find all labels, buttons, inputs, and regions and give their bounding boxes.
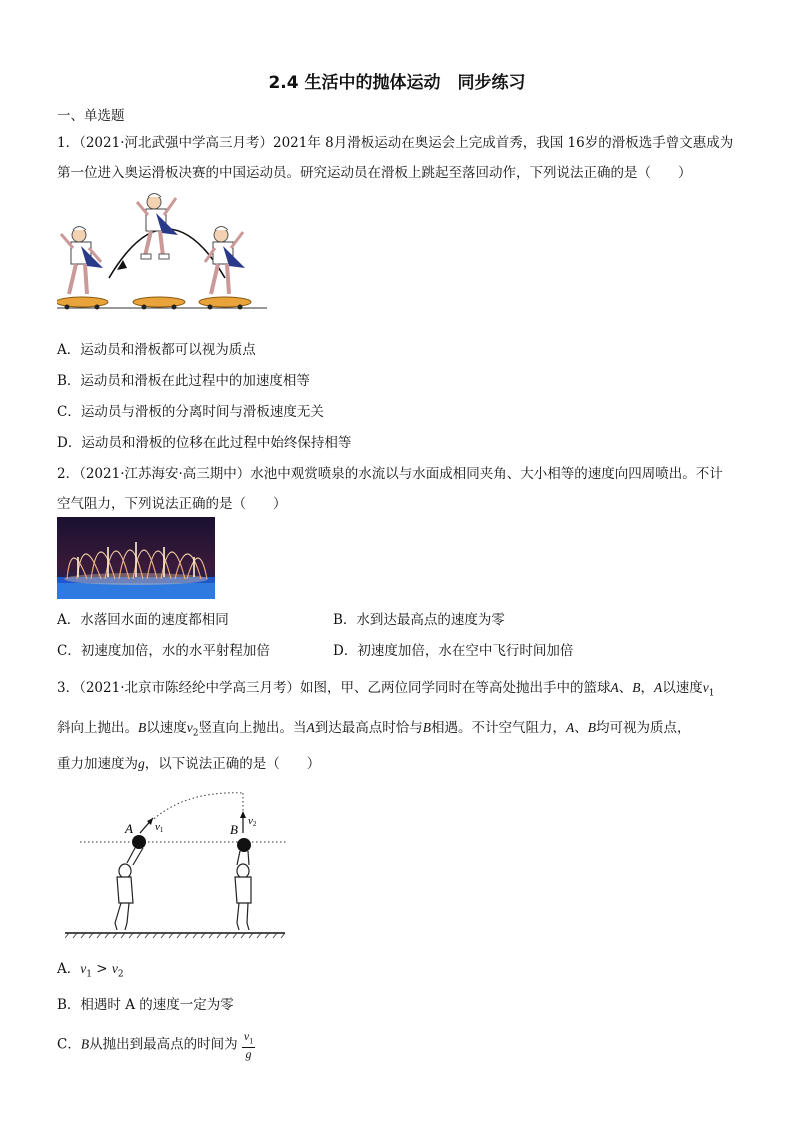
section-heading: 一、单选题 (57, 108, 125, 124)
q3-option-c (57, 1030, 255, 1060)
fraction-numerator (242, 1030, 255, 1048)
q3-stem-line3-b: ，以下说法正确的是（ ） (144, 756, 321, 772)
q1-option-c: C．运动员与滑板的分离时间与滑板速度无关 (57, 404, 324, 420)
basketball-figure (65, 785, 290, 940)
q2-option-b: B．水到达最高点的速度为零 (333, 612, 505, 628)
num-sub: 1 (249, 1036, 254, 1046)
figure-label-b: B (230, 822, 238, 837)
separator: 、 (574, 720, 588, 736)
q3-stem-line2 (57, 716, 690, 739)
skateboard-figure (57, 190, 277, 315)
fountain-photo (57, 517, 215, 599)
var-b: B (632, 680, 641, 695)
var-v1: v (702, 680, 709, 695)
num-v: v (243, 1029, 250, 1043)
var-b: B (422, 720, 431, 735)
figure-label-a: A (125, 821, 133, 836)
q3-stem-line1 (57, 676, 714, 699)
comma: ， (640, 680, 654, 696)
figure-label-v2 (248, 815, 257, 828)
var-b: B (587, 720, 596, 735)
q3-stem-line2-e: 相遇。不计空气阻力， (430, 720, 566, 736)
q3-stem-line2-c: 竖直向上抛出。当 (198, 720, 307, 736)
q3-stem-line1-text: 3．（2021·北京市陈经纶中学高三月考）如图，甲、乙两位同学同时在等高处抛出手中的篮球 (57, 680, 611, 696)
q2-stem-line1: 2．（2021·江苏海安·高三期中）水池中观赏喷泉的水流以与水面成相同夹角、大小相等的速度向四周喷出。不计 (57, 466, 723, 482)
q3-stem-line1-tail: 以速度 (662, 680, 703, 696)
q1-option-b: B．运动员和滑板在此过程中的加速度相等 (57, 373, 310, 389)
var-v1-sub: 1 (708, 688, 715, 699)
q2-option-d: D．初速度加倍，水在空中飞行时间加倍 (333, 643, 574, 659)
var-a: A (565, 720, 575, 735)
q3-stem-line2-a: 斜向上抛出。 (57, 720, 138, 736)
q3-option-a-prefix: A． (57, 961, 81, 977)
var-v1-sub: 1 (86, 969, 92, 980)
q3-option-a (57, 957, 124, 980)
q3-option-c-text: 从抛出到最高点的时间为 (89, 1036, 238, 1053)
v1-letter: v (155, 821, 160, 833)
var-v2: v (111, 961, 118, 976)
page-title: 2.4 生活中的抛体运动 同步练习 (268, 73, 526, 93)
var-b: B (138, 720, 147, 735)
q2-stem-line2: 空气阻力，下列说法正确的是（ ） (57, 496, 287, 512)
q2-option-c: C．初速度加倍，水的水平射程加倍 (57, 643, 270, 659)
var-g: g (138, 756, 145, 771)
var-v2-sub: 2 (117, 969, 124, 980)
fraction-v1-over-g (242, 1030, 255, 1060)
q3-option-c-prefix: C． (57, 1036, 81, 1053)
var-v1: v (80, 961, 87, 976)
q2-option-a: A．水落回水面的速度都相同 (57, 612, 229, 628)
q1-option-d: D．运动员和滑板的位移在此过程中始终保持相等 (57, 435, 352, 451)
q1-stem-line2: 第一位进入奥运滑板决赛的中国运动员。研究运动员在滑板上跳起至落回动作，下列说法正确的是（ ） (57, 165, 692, 181)
v2-letter: v (248, 815, 253, 827)
figure-label-v1 (155, 821, 164, 834)
q3-option-b: B．相遇时 A 的速度一定为零 (57, 997, 234, 1013)
q1-stem-line1: 1．（2021·河北武强中学高三月考）2021年 8月滑板运动在奥运会上完成首秀，我国 16岁的滑板选手曾文惠成为 (57, 135, 734, 151)
greater-than: > (91, 961, 112, 977)
var-a: A (610, 680, 619, 695)
q1-option-a: A．运动员和滑板都可以视为质点 (57, 342, 256, 358)
q3-stem-line2-b: 以速度 (146, 720, 187, 736)
v1-subscript: 1 (159, 826, 164, 834)
var-a: A (306, 720, 315, 735)
var-v2-sub: 2 (192, 728, 199, 739)
q3-stem-line3-a: 重力加速度为 (57, 756, 138, 772)
q3-stem-line2-d: 到达最高点时恰与 (314, 720, 423, 736)
separator: 、 (618, 680, 633, 696)
v2-subscript: 2 (252, 820, 257, 828)
fraction-denominator: g (245, 1047, 252, 1062)
q3-stem-line3 (57, 752, 320, 772)
q3-stem-line2-f: 均可视为质点， (595, 720, 691, 736)
var-a: A (654, 680, 663, 695)
var-v2: v (186, 720, 193, 735)
var-b: B (80, 1036, 90, 1052)
